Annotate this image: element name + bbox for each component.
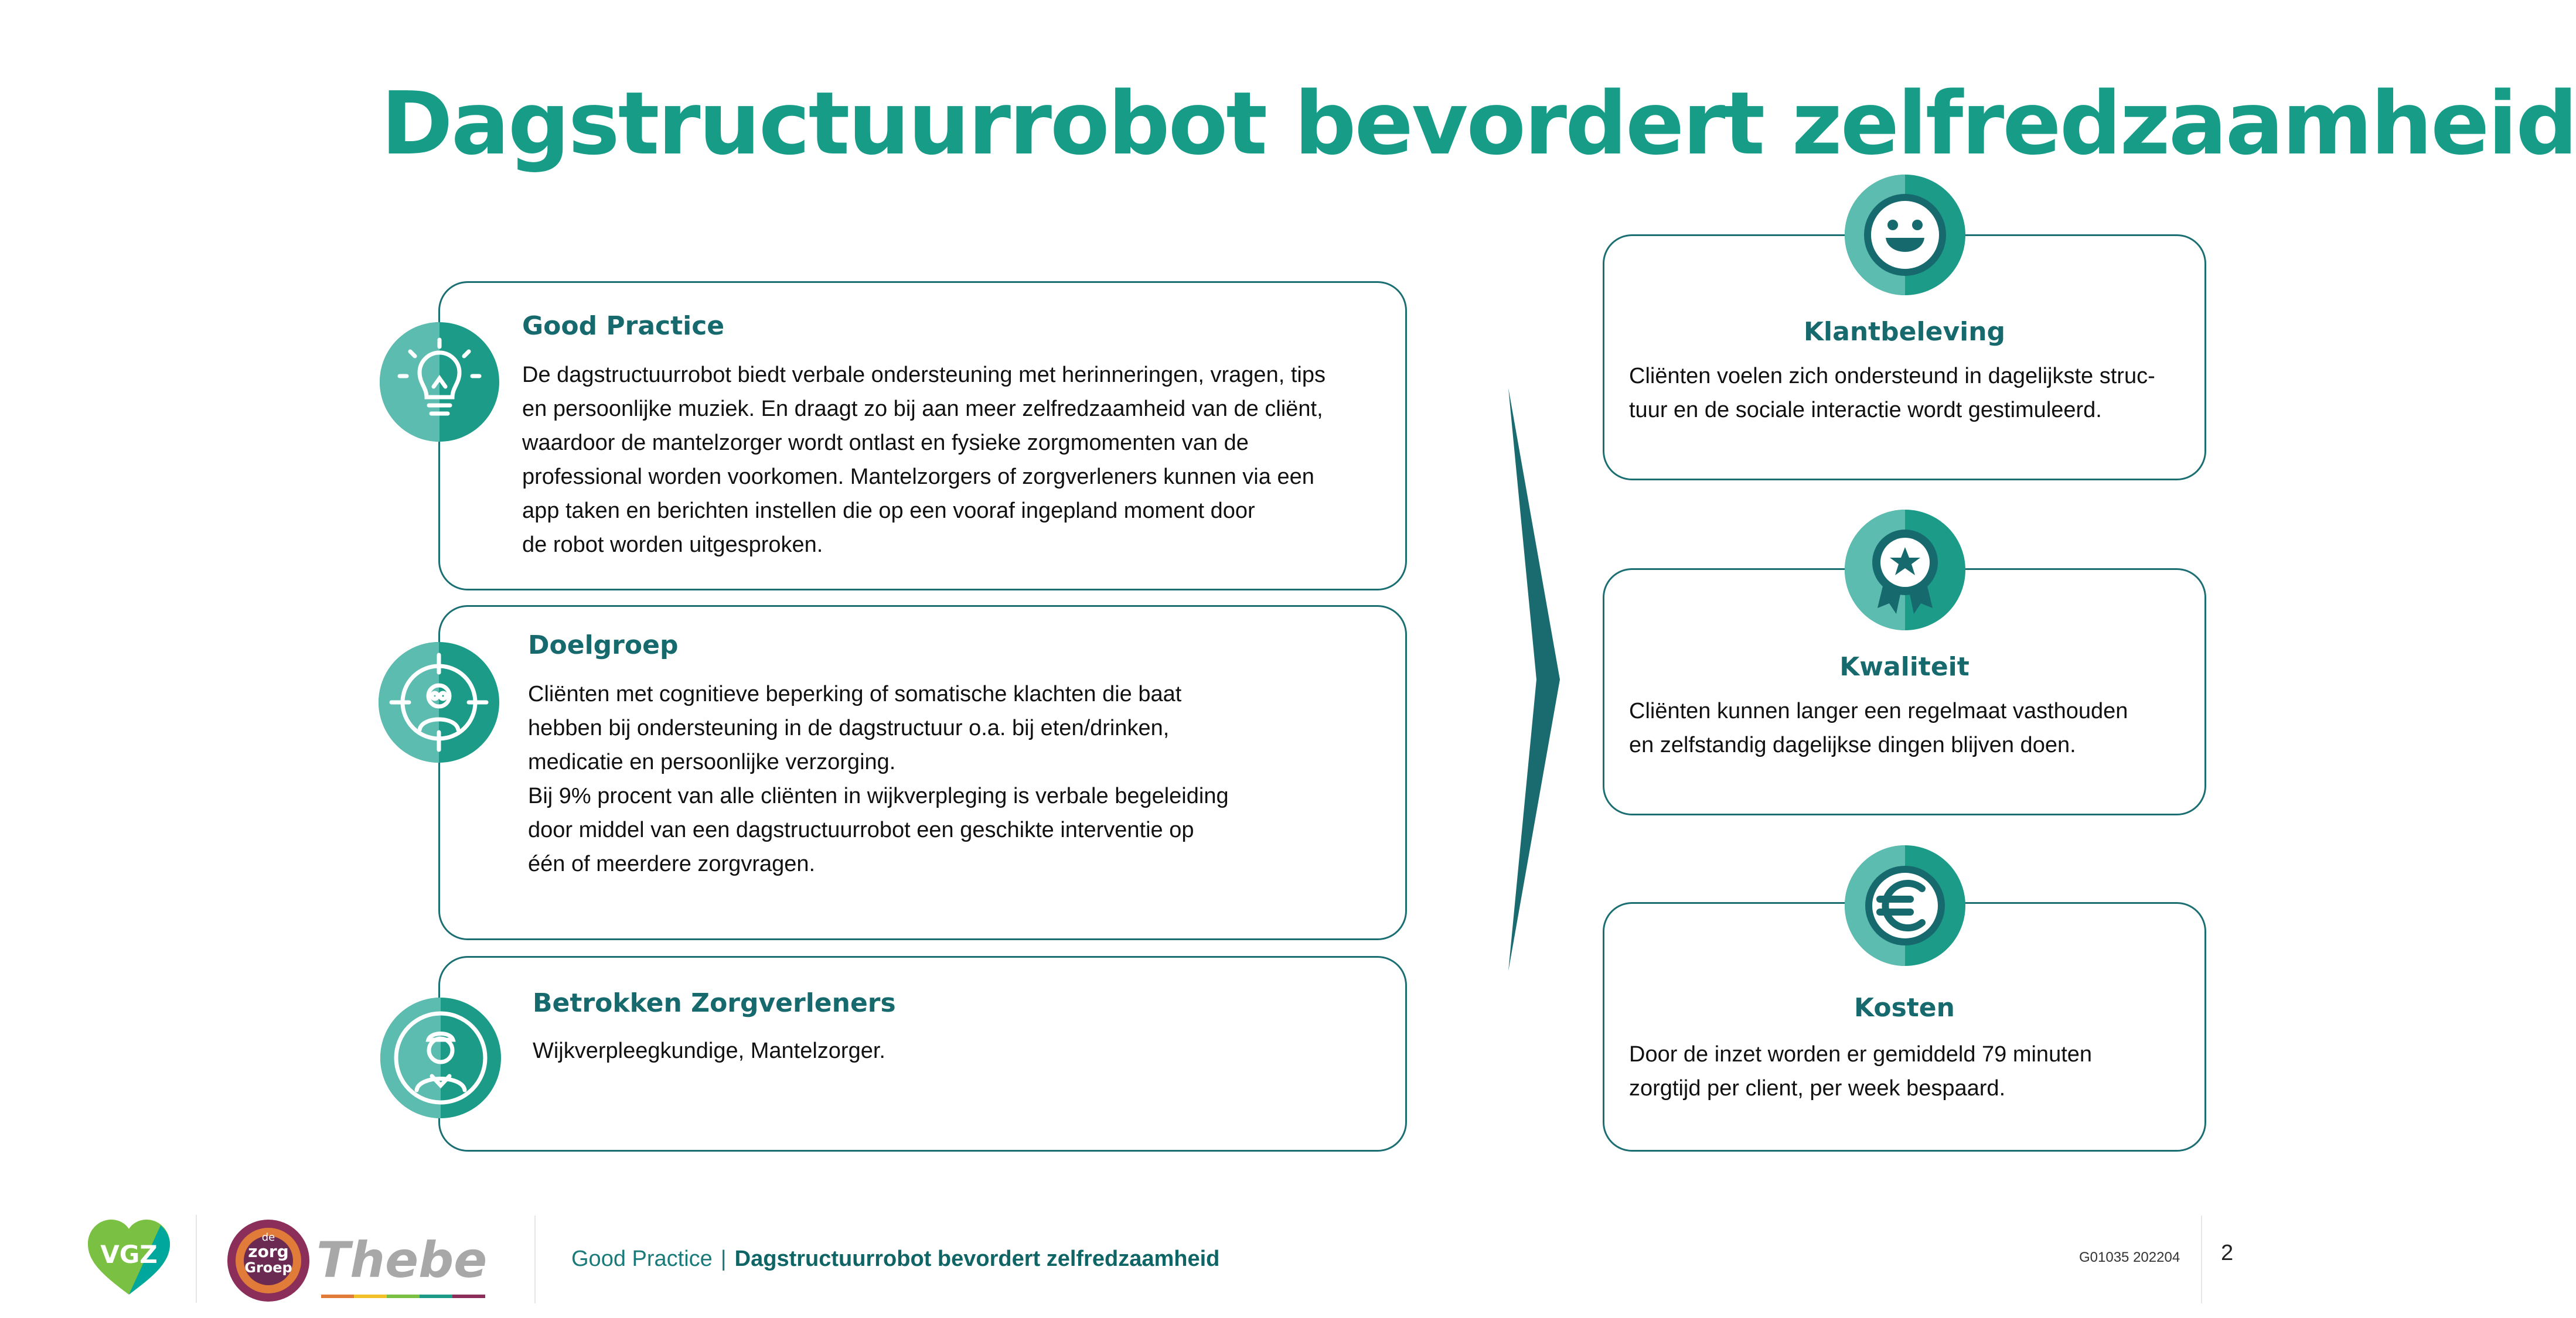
footer-divider	[534, 1215, 536, 1303]
vgz-logo	[88, 1220, 170, 1295]
zorgverleners-card	[438, 956, 1407, 1152]
zorggroep-logo	[227, 1220, 309, 1302]
footer-separator: |	[720, 1247, 727, 1271]
svg-text:VGZ: VGZ	[100, 1240, 158, 1269]
footer-breadcrumb	[571, 1247, 1219, 1272]
good-practice-card	[438, 281, 1407, 590]
euro-icon	[1845, 845, 1965, 966]
kwaliteit-heading: Kwaliteit	[1839, 652, 1970, 682]
doelgroep-heading: Doelgroep	[528, 630, 679, 660]
zorgverleners-text: Wijkverpleegkundige, Mantelzorger.	[533, 1039, 885, 1063]
smiley-icon	[1845, 175, 1965, 295]
kosten-heading: Kosten	[1854, 993, 1955, 1023]
kosten-text: Door de inzet worden er gemiddeld 79 minuten zorgtijd per client, per week bespaard.	[1629, 1042, 2093, 1101]
page-title: Dagstructuurrobot bevordert zelfredzaamheid	[381, 73, 2576, 174]
lightbulb-icon	[380, 322, 499, 442]
klantbeleving-text: Cliënten voelen zich ondersteund in dagelijkste struc- tuur en de sociale interactie wordt gestimuleerd.	[1629, 364, 2155, 422]
good-practice-text: De dagstructuurrobot biedt verbale ondersteuning met herinneringen, vragen, tips en persoonlijke muziek. En draagt zo bij aan meer zelfredzaamheid van de cliënt, waardoor de mantelzorger wordt ontlast en fysieke zorgmomenten van de professional worden voorkomen. Mantelzorgers of zorgverleners kunnen via een app taken en berichten instellen die op een vooraf ingepland moment door de robot worden uitgesproken.	[522, 363, 1326, 557]
page-number-divider	[2201, 1215, 2202, 1303]
klantbeleving-heading: Klantbeleving	[1803, 317, 2006, 347]
nurse-icon	[380, 998, 501, 1118]
kwaliteit-text: Cliënten kunnen langer een regelmaat vasthouden en zelfstandig dagelijkse dingen blijven doen.	[1629, 699, 2128, 757]
doelgroep-text: Cliënten met cognitieve beperking of somatische klachten die baat hebben bij ondersteuning in de dagstructuur o.a. bij eten/drinken, medicatie en persoonlijke verzorging. Bij 9% procent van alle cliënten in wijkverpleging is verbale begeleiding door middel van een dagstructuurrobot een geschikte interventie op één of meerdere zorgvragen.	[528, 682, 1229, 876]
award-ribbon-icon	[1845, 510, 1965, 630]
svg-text:zorg: zorg	[248, 1242, 289, 1261]
footer-section: Good Practice	[571, 1247, 713, 1271]
thebe-logo	[316, 1231, 487, 1298]
svg-text:Groep: Groep	[244, 1259, 292, 1276]
page-number: 2	[2221, 1241, 2234, 1265]
footer-logos	[82, 1207, 527, 1315]
chevron-right-icon	[1483, 381, 1576, 978]
svg-text:Thebe: Thebe	[316, 1231, 488, 1289]
doelgroep-card	[438, 605, 1407, 940]
target-person-icon	[379, 642, 499, 763]
good-practice-heading: Good Practice	[522, 311, 725, 341]
document-code: G01035 202204	[2079, 1249, 2180, 1265]
svg-text:de: de	[261, 1231, 275, 1244]
footer-subtitle: Dagstructuurrobot bevordert zelfredzaamheid	[734, 1247, 1220, 1271]
zorgverleners-heading: Betrokken Zorgverleners	[533, 988, 896, 1018]
